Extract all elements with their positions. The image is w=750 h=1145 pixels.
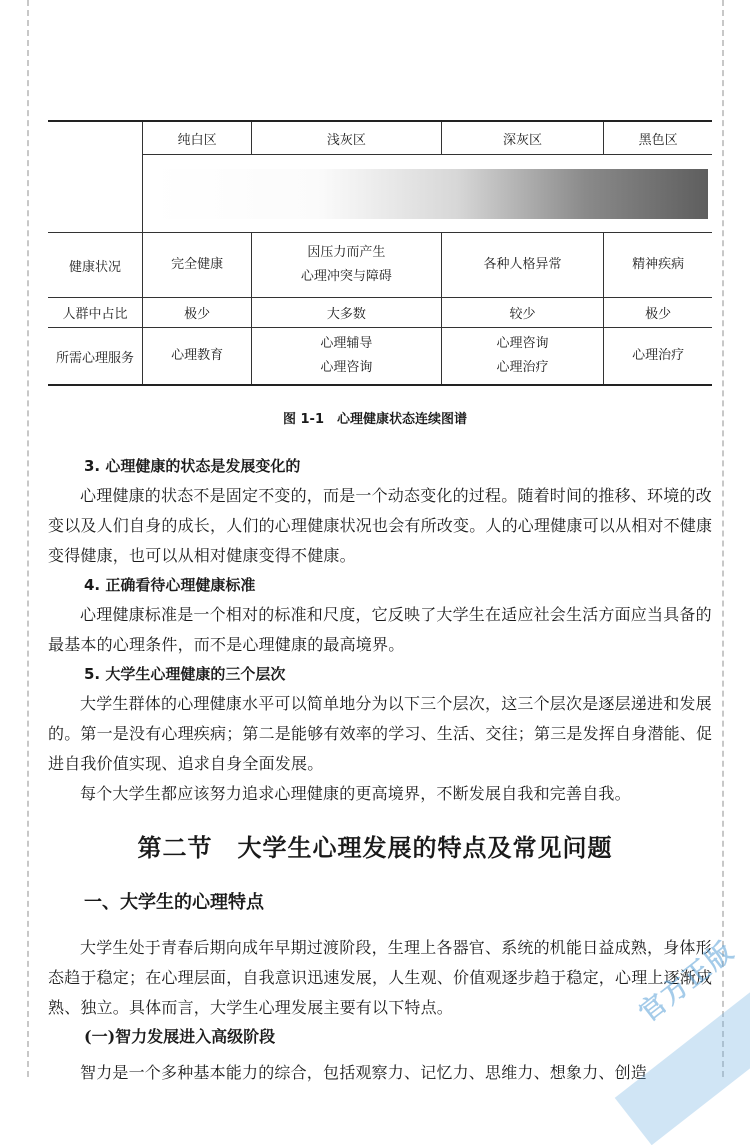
official-edition-watermark: 官方正版 xyxy=(633,935,741,1029)
figure-caption: 图 1-1 心理健康状态连续图谱 xyxy=(282,412,467,427)
cell-text: 各种人格异常 xyxy=(483,257,562,272)
page-margin-dashes-left xyxy=(27,0,29,1077)
paragraph-5a: 大学生群体的心理健康水平可以简单地分为以下三个层次，这三个层次是逐层递进和发展的。第一是没有心理疾病；第二是能够有效率的学习、生活、交往；第三是发挥自身潜能、促进自我价值实现、追求自身全面发展。 xyxy=(48,694,713,773)
service-cell-dark-gray xyxy=(441,328,604,386)
level1-heading: 一、大学生的心理特点 xyxy=(84,892,264,913)
cell-text: 心理冲突与障碍 xyxy=(300,269,392,284)
zone-header-dark-gray: 深灰区 xyxy=(441,121,604,155)
cell-text: 因压力而产生 xyxy=(307,245,386,260)
level1-paragraph: 大学生处于青春后期向成年早期过渡阶段，生理上各器官、系统的机能日益成熟，身体形态趋于稳定；在心理层面，自我意识迅速发展，人生观、价值观逐步趋于稳定，心理上逐渐成熟、独立。具体而言，大学生心理发展主要有以下特点。 xyxy=(48,938,713,1017)
corner-cell xyxy=(48,121,143,155)
subheading-3: 3. 心理健康的状态是发展变化的 xyxy=(84,457,301,475)
health-cell-white xyxy=(143,233,252,298)
zone-header-light-gray: 浅灰区 xyxy=(252,121,441,155)
service-cell-black xyxy=(604,328,712,386)
zone-header-row xyxy=(48,121,712,155)
row-population-ratio xyxy=(48,298,712,328)
zone-header-black: 黑色区 xyxy=(604,121,712,155)
cell-text: 完全健康 xyxy=(171,257,224,272)
paragraph-4: 心理健康标准是一个相对的标准和尺度，它反映了大学生在适应社会生活方面应当具备的最基本的心理条件，而不是心理健康的最高境界。 xyxy=(48,605,712,654)
service-cell-white xyxy=(143,328,252,386)
row-label-required-service: 所需心理服务 xyxy=(48,328,143,386)
cell-text: 心理教育 xyxy=(171,348,224,363)
cell-text: 心理治疗 xyxy=(496,360,549,375)
subheading-5: 5. 大学生心理健康的三个层次 xyxy=(84,665,286,683)
cell-text: 心理咨询 xyxy=(320,360,373,375)
cell-text: 心理咨询 xyxy=(496,336,549,351)
ratio-cell-black: 极少 xyxy=(604,298,712,328)
paragraph-3: 心理健康的状态不是固定不变的，而是一个动态变化的过程。随着时间的推移、环境的改变以及人们自身的成长，人们的心理健康状况也会有所改变。人的心理健康可以从相对不健康变得健康，也可以从相对健康变得不健康。 xyxy=(48,486,713,565)
white-to-black-gradient-bar xyxy=(151,169,708,219)
service-cell-light-gray xyxy=(252,328,441,386)
cell-text: 心理治疗 xyxy=(632,348,685,363)
level2-heading: (一)智力发展进入高级阶段 xyxy=(84,1027,276,1046)
ratio-cell-light-gray: 大多数 xyxy=(252,298,441,328)
paragraph-5b: 每个大学生都应该努力追求心理健康的更高境界，不断发展自我和完善自我。 xyxy=(80,784,631,803)
subheading-4: 4. 正确看待心理健康标准 xyxy=(84,576,256,594)
mental-health-spectrum-table xyxy=(48,120,712,386)
gradient-cell xyxy=(143,155,713,233)
section-title: 第二节 大学生心理发展的特点及常见问题 xyxy=(137,833,613,862)
ratio-cell-dark-gray: 较少 xyxy=(441,298,604,328)
cell-text: 精神疾病 xyxy=(632,257,685,272)
gradient-row xyxy=(48,155,712,233)
cutoff-paragraph-line: 智力是一个多种基本能力的综合，包括观察力、记忆力、思维力、想象力、创造 xyxy=(80,1063,648,1082)
cell-text: 心理辅导 xyxy=(320,336,373,351)
health-cell-black xyxy=(604,233,712,298)
row-health-status xyxy=(48,233,712,298)
gradient-row-label xyxy=(48,155,143,233)
health-cell-light-gray xyxy=(252,233,441,298)
row-label-health-status: 健康状况 xyxy=(48,233,143,298)
zone-header-white: 纯白区 xyxy=(143,121,252,155)
row-label-population-ratio: 人群中占比 xyxy=(48,298,143,328)
page-margin-dashes-right xyxy=(722,0,724,1077)
ratio-cell-white: 极少 xyxy=(143,298,252,328)
health-cell-dark-gray xyxy=(441,233,604,298)
row-required-service xyxy=(48,328,712,386)
